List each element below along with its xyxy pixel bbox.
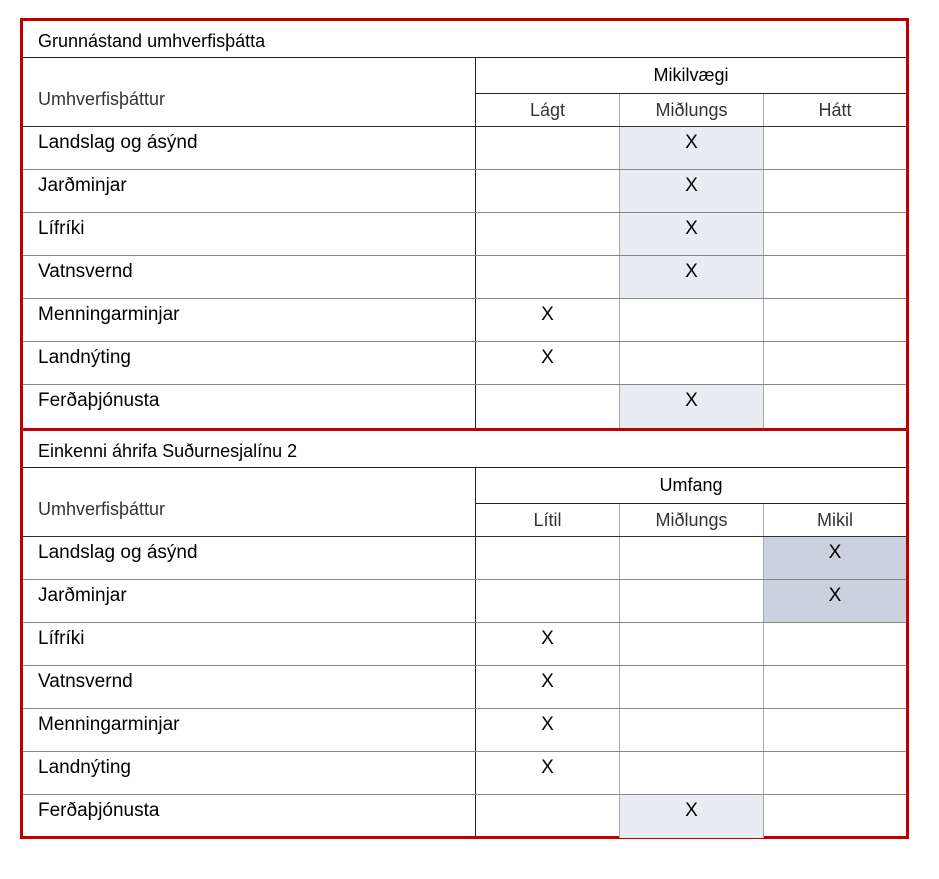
level-header: Lágt [476, 94, 620, 127]
table-row [23, 537, 906, 580]
rating-cell [620, 709, 764, 751]
factor-name: Vatnsvernd [23, 666, 476, 708]
factor-name: Landnýting [23, 342, 476, 384]
rating-cell [620, 537, 764, 579]
rating-cell: X [620, 795, 764, 838]
factor-name: Vatnsvernd [23, 256, 476, 298]
table-row [23, 580, 906, 623]
table-row [23, 795, 906, 838]
rating-cell: X [620, 385, 764, 428]
table-row [23, 170, 906, 213]
rating-cell: X [476, 299, 620, 341]
rating-cell [764, 709, 906, 751]
table-row [23, 709, 906, 752]
rating-cell [764, 342, 906, 384]
level-header: Hátt [818, 99, 852, 120]
rating-cell [476, 256, 620, 298]
group-header: Mikilvægi [476, 58, 906, 94]
rating-cell [764, 213, 906, 255]
rating-cell [764, 256, 906, 298]
rating-cell: X [620, 256, 764, 298]
rating-cell [764, 666, 906, 708]
level-header: Miðlungs [620, 504, 764, 537]
rating-cell: X [620, 170, 764, 212]
factor-column-header: Umhverfisþáttur [23, 468, 476, 536]
rating-cell: X [620, 127, 764, 169]
rating-cell: X [764, 537, 906, 579]
rating-cell: X [476, 623, 620, 665]
rating-cell [476, 580, 620, 622]
rating-cell [764, 299, 906, 341]
table-row [23, 385, 906, 428]
section-title: Grunnástand umhverfisþátta [23, 21, 906, 58]
table-body [23, 537, 906, 838]
rating-cell [476, 537, 620, 579]
level-header: Mikil [817, 509, 853, 530]
assessment-table [20, 18, 909, 839]
rating-cell [476, 127, 620, 169]
rating-cell [476, 170, 620, 212]
rating-cell [764, 623, 906, 665]
rating-cell [476, 213, 620, 255]
rating-cell [476, 385, 620, 428]
rating-cell [620, 752, 764, 794]
rating-cell: X [476, 342, 620, 384]
rating-cell [620, 623, 764, 665]
table-row [23, 213, 906, 256]
impact-section [23, 431, 906, 838]
rating-cell: X [476, 666, 620, 708]
header-rows [23, 468, 906, 537]
rating-cell [764, 795, 906, 838]
rating-cell: X [620, 213, 764, 255]
factor-name: Menningarminjar [23, 299, 476, 341]
factor-column-header: Umhverfisþáttur [23, 58, 476, 126]
factor-name: Lífríki [23, 213, 476, 255]
header-rows [23, 58, 906, 127]
factor-name: Lífríki [23, 623, 476, 665]
table-row [23, 299, 906, 342]
rating-cell [620, 342, 764, 384]
factor-name: Landslag og ásýnd [23, 537, 476, 579]
rating-cell [764, 752, 906, 794]
rating-cell: X [476, 709, 620, 751]
rating-cell [620, 580, 764, 622]
factor-name: Jarðminjar [23, 580, 476, 622]
rating-cell [764, 170, 906, 212]
rating-cell [476, 795, 620, 838]
table-row [23, 623, 906, 666]
factor-name: Ferðaþjónusta [23, 385, 476, 428]
table-row [23, 127, 906, 170]
level-header: Lítil [476, 504, 620, 537]
factor-name: Landslag og ásýnd [23, 127, 476, 169]
table-row [23, 256, 906, 299]
rating-cell [764, 127, 906, 169]
rating-cell [764, 385, 906, 428]
factor-name: Ferðaþjónusta [23, 795, 476, 838]
factor-name: Menningarminjar [23, 709, 476, 751]
table-body [23, 127, 906, 428]
rating-cell: X [764, 580, 906, 622]
table-row [23, 752, 906, 795]
rating-cell [620, 666, 764, 708]
factor-name: Landnýting [23, 752, 476, 794]
group-header: Umfang [476, 468, 906, 504]
table-row [23, 342, 906, 385]
rating-cell [620, 299, 764, 341]
section-title: Einkenni áhrifa Suðurnesjalínu 2 [23, 431, 906, 468]
level-header: Miðlungs [620, 94, 764, 127]
baseline-section [23, 21, 906, 431]
factor-name: Jarðminjar [23, 170, 476, 212]
table-row [23, 666, 906, 709]
rating-cell: X [476, 752, 620, 794]
